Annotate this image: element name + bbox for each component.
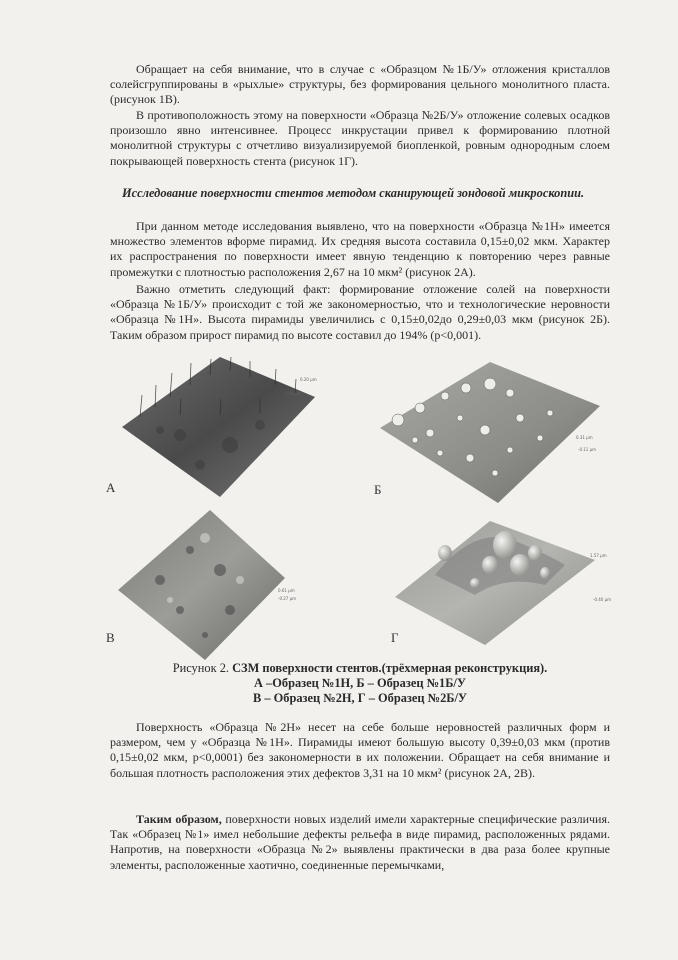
figure-caption-title: Рисунок 2. СЗМ поверхности стентов.(трёхмерная реконструкция).	[172, 661, 548, 675]
figure-caption-line-3: В – Образец №2Н, Г – Образец №2Б/У	[252, 691, 468, 705]
paragraph-1: Обращает на себя внимание, что в случае с «Образцом №1Б/У» отложения кристаллов солейсгруппированы в «рыхлые» структуры, без формирования цельного монолитного пласта. (рисунок 1В).	[110, 62, 610, 107]
svg-text:-0.40 µm: -0.40 µm	[593, 597, 612, 602]
svg-text:0.31 µm: 0.31 µm	[576, 435, 593, 440]
figure-caption-line-2: А –Образец №1Н, Б – Образец №1Б/У	[254, 676, 466, 690]
svg-text:0.04 µm: 0.04 µm	[285, 391, 302, 396]
svg-text:0.61 µm: 0.61 µm	[278, 588, 295, 593]
figure-label-a: А	[106, 480, 116, 495]
figure-label-c: В	[106, 630, 115, 645]
paragraph-4: Важно отметить следующий факт: формирование отложение солей на поверхности «Образца №1Б/У» происходит с той же закономерностью, что и технологические неровности «Образца №1Н». Высота пирамиды увеличились с 0,15±0,02до 0,29±0,03 мкм (рисунок 2Б). Таким образом прирост пирамид по высоте составил до 194% (р<0,001).	[110, 282, 610, 342]
figure-label-b: Б	[374, 482, 382, 497]
afm-image-a	[100, 355, 330, 505]
paragraph-2: В противоположность этому на поверхности «Образца №2Б/У» отложение солевых осадков произошло явно интенсивнее. Процесс инкрустации привел к формированию плотной монолитной структуры с отчетливо визуализируемой биопленкой, ровным однородным слоем покрывающей поверхность стента (рисунок 1Г).	[110, 108, 610, 168]
afm-image-c	[110, 510, 330, 662]
afm-image-d	[395, 505, 625, 655]
paragraph-3: При данном методе исследования выявлено, что на поверхности «Образца №1Н» имеется множество элементов вформе пирамид. Их средняя высота составила 0,15±0,02 мкм. Характер их распространения по поверхности имеет явную тенденцию к повторению через равные промежутки с плотностью расположения 2,67 на 10 мкм² (рисунок 2А).	[110, 219, 610, 279]
svg-text:-0.27 µm: -0.27 µm	[278, 596, 297, 601]
paragraph-5: Поверхность «Образца №2Н» несет на себе больше неровностей различных форм и размером, чем у «Образца №1Н». Пирамиды имеют большую высоту 0,39±0,03 мкм (против 0,15±0,02 мкм, р<0,0001) без закономерности в их положении. Обращает на себя внимание и большая плотность расположения этих дефектов 3,31 на 10 мкм² (рисунок 2А, 2В).	[110, 720, 610, 780]
svg-text:-0.11 µm: -0.11 µm	[578, 447, 597, 452]
figure-label-d: Г	[391, 630, 399, 645]
paragraph-6: Таким образом, поверхности новых изделий имели характерные специфические различия. Так «Образец №1» имел небольшие дефекты рельефа в виде пирамид, расположенных рядами. Напротив, на поверхности «Образца №2» выявлены практически в два раза более крупные элементы, расположенные хаотично, соединенные перемычками,	[110, 812, 610, 872]
section-heading: Исследование поверхности стентов методом сканирующей зондовой микроскопии.	[122, 186, 585, 200]
afm-image-b	[370, 358, 620, 508]
svg-text:1.57 µm: 1.57 µm	[590, 553, 607, 558]
svg-text:0.20 µm: 0.20 µm	[300, 377, 317, 382]
